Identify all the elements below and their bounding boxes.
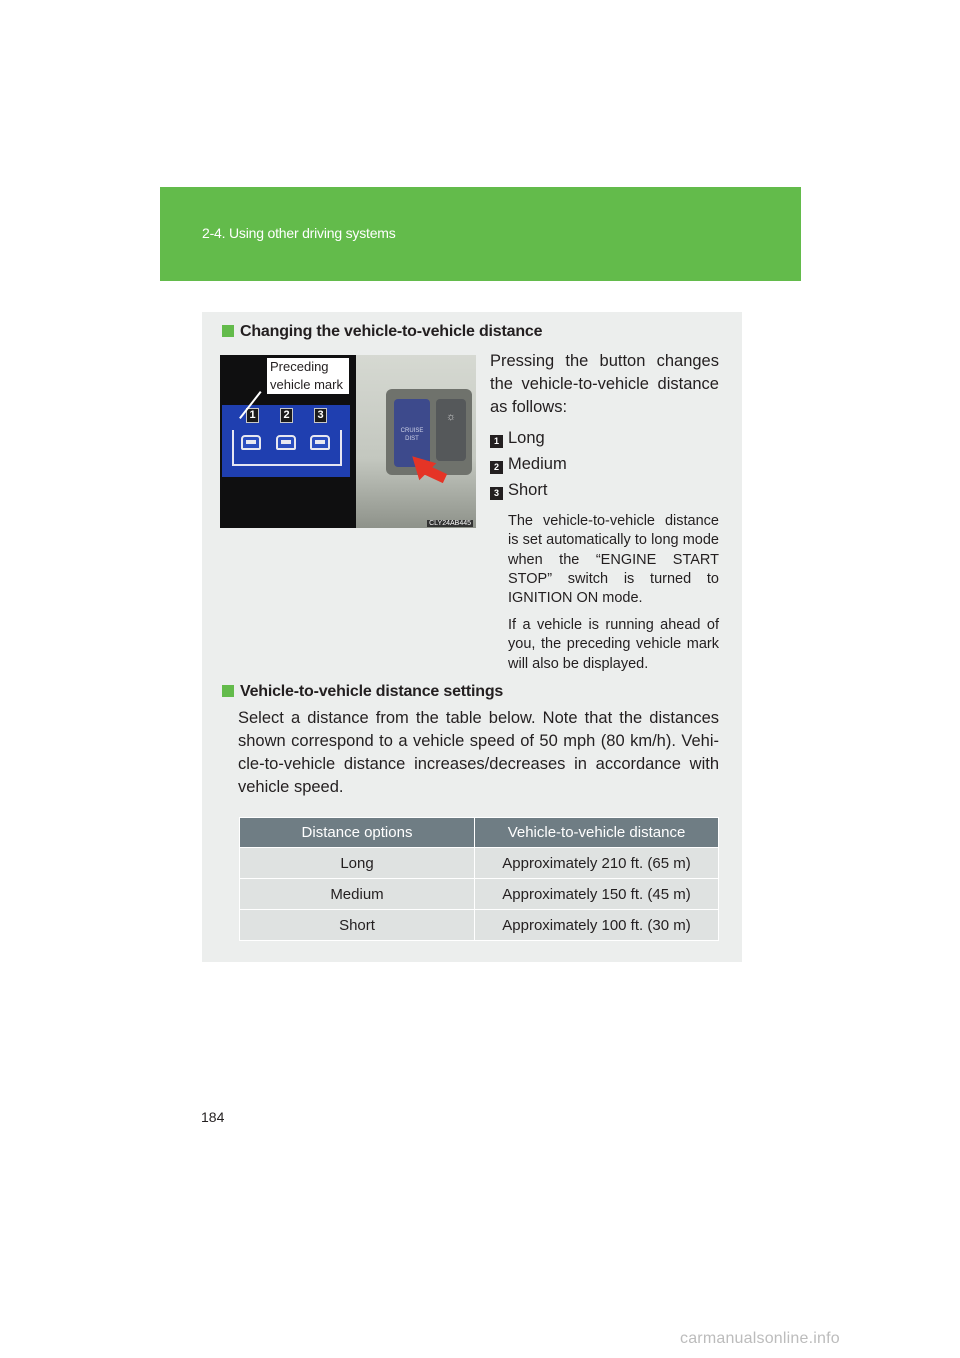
watermark: carmanualsonline.info [680,1330,840,1347]
table-cell: Short [240,910,475,941]
settings-paragraph: Select a distance from the table below. Note that the distances shown correspond to a vehicle speed of 50 mph (80 km/h). Vehi-cle-to-vehicle distance increases/decreases in accordance with vehicle speed. [238,709,719,796]
heading-square-icon [222,325,234,337]
switch-label-1: CRUISE [400,428,424,434]
header-band [160,187,801,281]
car-icon [310,435,330,450]
table-cell: Approximately 100 ft. (30 m) [475,910,719,941]
note-auto-long: The vehicle-to-vehicle distance is set automatically to long mode when the “ENGINE START STOP” switch is turned to IGNITION ON mode. [508,513,719,607]
preceding-vehicle-callout [267,358,349,394]
display-number-3: 3 [314,408,327,423]
table-row [240,848,719,879]
option-label: Short [508,481,548,499]
table-cell: Approximately 210 ft. (65 m) [475,848,719,879]
number-badge-1: 1 [490,435,503,448]
note-preceding-mark: If a vehicle is running ahead of you, the preceding vehicle mark will also be displayed. [508,617,719,672]
option-short [490,481,547,500]
distance-illustration [220,355,476,528]
adjacent-switch [436,399,466,461]
number-badge-2: 2 [490,461,503,474]
content-panel [202,312,742,962]
heading-square-icon [222,685,234,697]
heading-changing-text: Changing the vehicle-to-vehicle distance [240,323,543,340]
distance-table [239,817,719,941]
table-header-row [240,818,719,848]
table-row [240,910,719,941]
heading-settings-text: Vehicle-to-vehicle distance settings [240,683,504,700]
switch-photo [356,355,476,528]
column-header: Distance options [240,818,475,848]
option-long [490,429,545,448]
image-code: CLY24AB445 [429,520,471,527]
column-header: Vehicle-to-vehicle distance [475,818,719,848]
option-label: Medium [508,455,567,473]
display-number-1: 1 [246,408,259,423]
intro-text: Pressing the button changes the vehicle-to-vehicle distance as follows: [490,352,719,416]
lamp-icon: ☼ [445,411,457,423]
car-icon [276,435,296,450]
section-title: 2-4. Using other driving systems [202,225,396,241]
callout-line-2: vehicle mark [270,377,343,392]
page-number: 184 [201,1109,225,1125]
heading-changing-distance [222,323,542,341]
table-cell: Approximately 150 ft. (45 m) [475,879,719,910]
option-label: Long [508,429,545,447]
table-cell: Medium [240,879,475,910]
table-row [240,879,719,910]
option-medium [490,455,567,474]
car-icon [241,435,261,450]
display-number-2: 2 [280,408,293,423]
switch-label-2: DIST [405,436,419,442]
callout-line-1: Preceding [270,359,329,374]
number-badge-3: 3 [490,487,503,500]
heading-distance-settings [222,683,503,701]
table-cell: Long [240,848,475,879]
